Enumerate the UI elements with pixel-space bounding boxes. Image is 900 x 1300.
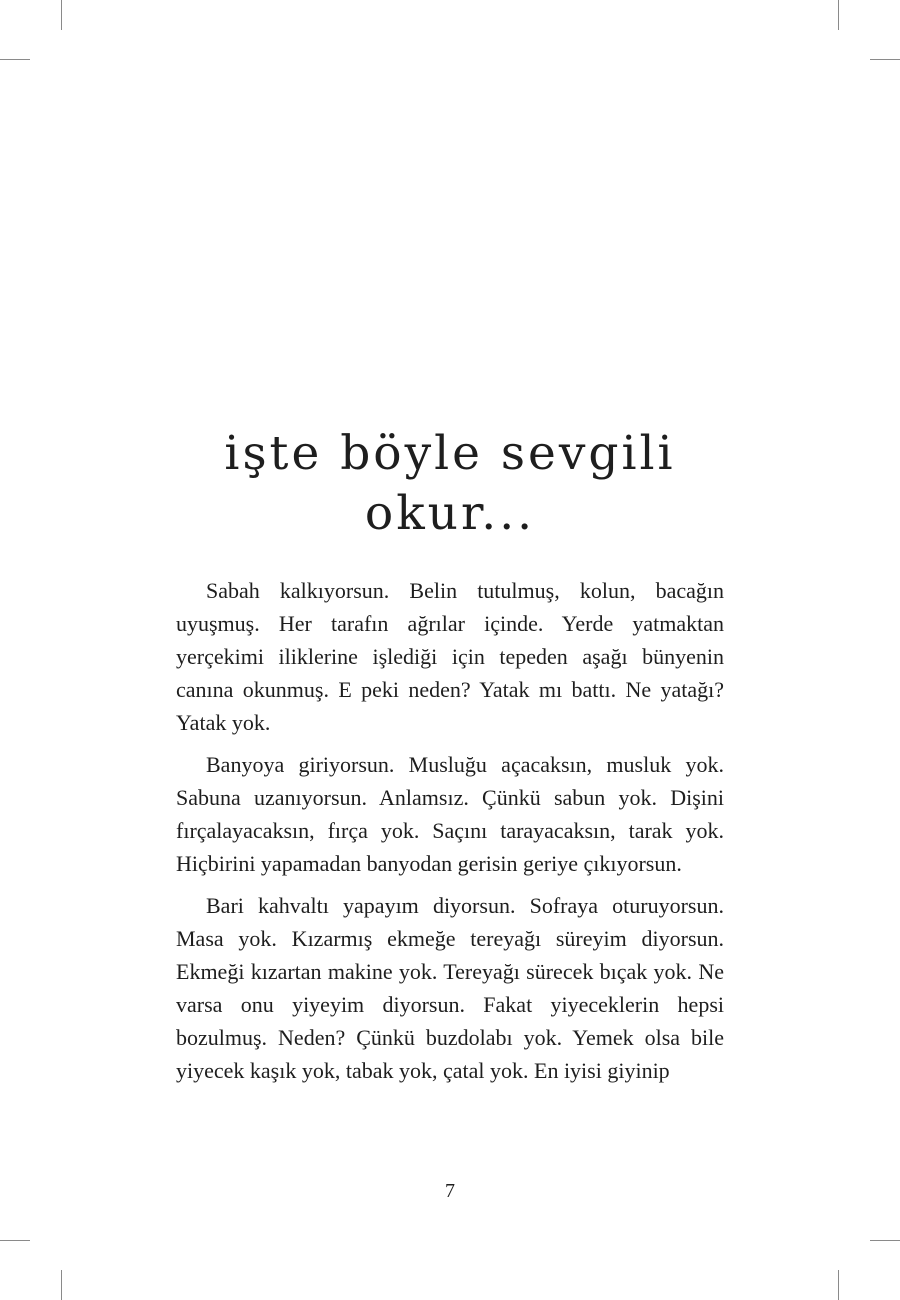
page-number: 7 bbox=[445, 1180, 455, 1202]
chapter-title bbox=[0, 424, 900, 544]
chapter-title-line-1: işte böyle sevgili bbox=[224, 426, 676, 481]
crop-mark-bottom-right-vertical bbox=[838, 1270, 839, 1300]
chapter-title-line-2: okur... bbox=[364, 486, 536, 541]
paragraph-2: Banyoya giriyorsun. Musluğu açacaksın, musluk yok. Sabuna uzanıyorsun. Anlamsız. Çünkü sabun yok. Dişini fırçalayacaksın, fırça yok. Saçını tarayacaksın, tarak yok. Hiçbirini yapamadan banyodan gerisin geriye çıkıyorsun. bbox=[176, 752, 724, 876]
crop-mark-top-left-horizontal bbox=[0, 59, 30, 60]
crop-mark-top-left-vertical bbox=[61, 0, 62, 30]
paragraph-1: Sabah kalkıyorsun. Belin tutulmuş, kolun, bacağın uyuşmuş. Her tarafın ağrılar içinde. Yerde yatmaktan yerçekimi iliklerine işlediği için tepeden aşağı bünyenin canına okunmuş. E peki neden? Yatak mı battı. Ne yatağı? Yatak yok. bbox=[176, 578, 724, 735]
crop-mark-top-right-vertical bbox=[838, 0, 839, 30]
crop-mark-bottom-left-vertical bbox=[61, 1270, 62, 1300]
paragraph-3: Bari kahvaltı yapayım diyorsun. Sofraya oturuyorsun. Masa yok. Kızarmış ekmeğe tereyağı süreyim diyorsun. Ekmeği kızartan makine yok. Tereyağı sürecek bıçak yok. Ne varsa onu yiyeyim diyorsun. Fakat yiyeceklerin hepsi bozulmuş. Neden? Çünkü buzdolabı yok. Yemek olsa bile yiyecek kaşık yok, tabak yok, çatal yok. En iyisi giyinip bbox=[176, 893, 724, 1083]
crop-mark-top-right-horizontal bbox=[870, 59, 900, 60]
crop-mark-bottom-left-horizontal bbox=[0, 1240, 30, 1241]
body-text bbox=[176, 574, 724, 1096]
crop-mark-bottom-right-horizontal bbox=[870, 1240, 900, 1241]
